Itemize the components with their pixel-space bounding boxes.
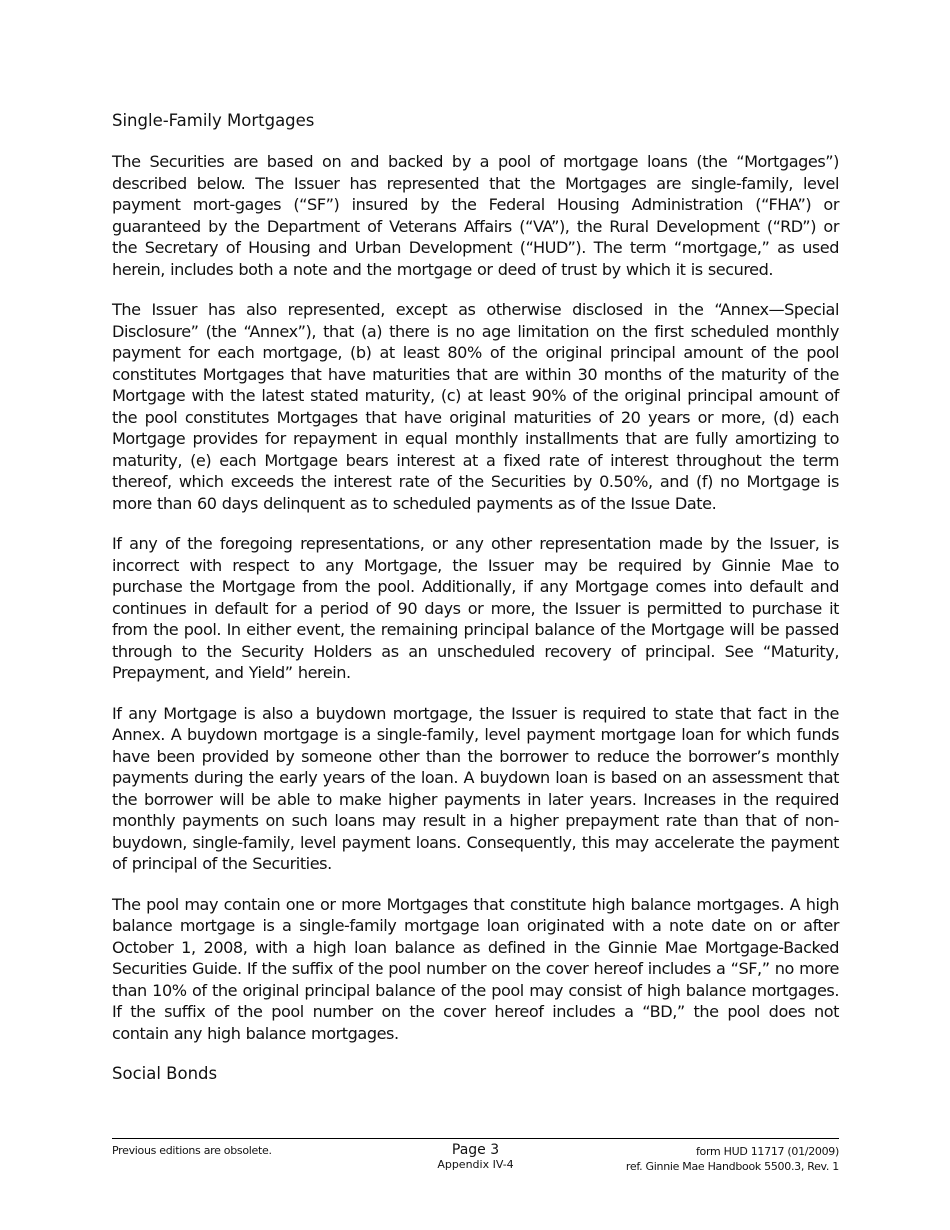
paragraph-buydown-mortgage: If any Mortgage is also a buydown mortgage, the Issuer is required to state that fact in the Annex. A buydown mortgage is a single-family, level payment mortgage loan for which funds have been provided by someone other than the borrower to reduce the borrower’s monthly payments during the early years of the loan. A buydown loan is based on an assessment that the borrower will be able to make higher payments in later years. Increases in the required monthly payments on such loans may result in a higher prepayment rate than that of non-buydown, single-family, level payment loans. Consequently, this may accelerate the payment of principal of the Securities. xyxy=(112,703,839,873)
page-number: Page 3 xyxy=(451,1142,500,1158)
paragraph-high-balance-mortgages: The pool may contain one or more Mortgages that constitute high balance mortgages. A high balance mortgage is a single-family mortgage loan originated with a note date on or after October 1, 2008, with a high loan balance as defined in the Ginnie Mae Mortgage-Backed Securities Guide. If the suffix of the pool number on the cover hereof includes a “SF,” no more than 10% of the original principal balance of the pool may consist of high balance mortgages. If the suffix of the pool number on the cover hereof includes a “BD,” the pool does not contain any high balance mortgages. xyxy=(112,894,839,1043)
section-heading-social-bonds: Social Bonds xyxy=(112,1064,218,1083)
footer-obsolete-note: Previous editions are obsolete. xyxy=(112,1144,272,1157)
paragraph-purchase-from-pool: If any of the foregoing representations, or any other representation made by the Issuer, is incorrect with respect to any Mortgage, the Issuer may be required by Ginnie Mae to purchase the Mortgage from the pool. Additionally, if any Mortgage comes into default and continues in default for a period of 90 days or more, the Issuer is permitted to purchase it from the pool. In either event, the remaining principal balance of the Mortgage will be passed through to the Security Holders as an unscheduled recovery of principal. See “Maturity, Prepayment, and Yield” herein. xyxy=(112,534,839,682)
section-heading-single-family: Single-Family Mortgages xyxy=(112,111,315,130)
page-footer xyxy=(112,1138,839,1179)
document-body xyxy=(112,110,839,1085)
appendix-label: Appendix IV-4 xyxy=(437,1158,514,1171)
paragraph-securities-backing: The Securities are based on and backed by a pool of mortgage loans (the “Mortgages”) described below. The Issuer has represented that the Mortgages are single-family, level payment mort-gages (“SF”) insured by the Federal Housing Administration (“FHA”) or guaranteed by the Department of Veterans Affairs (“VA”), the Rural Development (“RD”) or the Secretary of Housing and Urban Development (“HUD”). The term “mortgage,” as used herein, includes both a note and the mortgage or deed of trust by which it is secured. xyxy=(112,152,839,279)
paragraph-issuer-representations: The Issuer has also represented, except as otherwise disclosed in the “Annex—Special Disclosure” (the “Annex”), that (a) there is no age limitation on the first scheduled monthly payment for each mortgage, (b) at least 80% of the original principal amount of the pool constitutes Mortgages that have maturities that are within 30 months of the maturity of the Mortgage with the latest stated maturity, (c) at least 90% of the original principal amount of the pool constitutes Mortgages that have original maturities of 20 years or more, (d) each Mortgage provides for repayment in equal monthly installments that are fully amortizing to maturity, (e) each Mortgage bears interest at a fixed rate of interest throughout the term thereof, which exceeds the interest rate of the Securities by 0.50%, and (f) no Mortgage is more than 60 days delinquent as to scheduled payments as of the Issue Date. xyxy=(112,300,839,513)
handbook-reference: ref. Ginnie Mae Handbook 5500.3, Rev. 1 xyxy=(625,1160,839,1173)
footer-form-info xyxy=(626,1144,839,1174)
form-number: form HUD 11717 (01/2009) xyxy=(695,1145,839,1158)
